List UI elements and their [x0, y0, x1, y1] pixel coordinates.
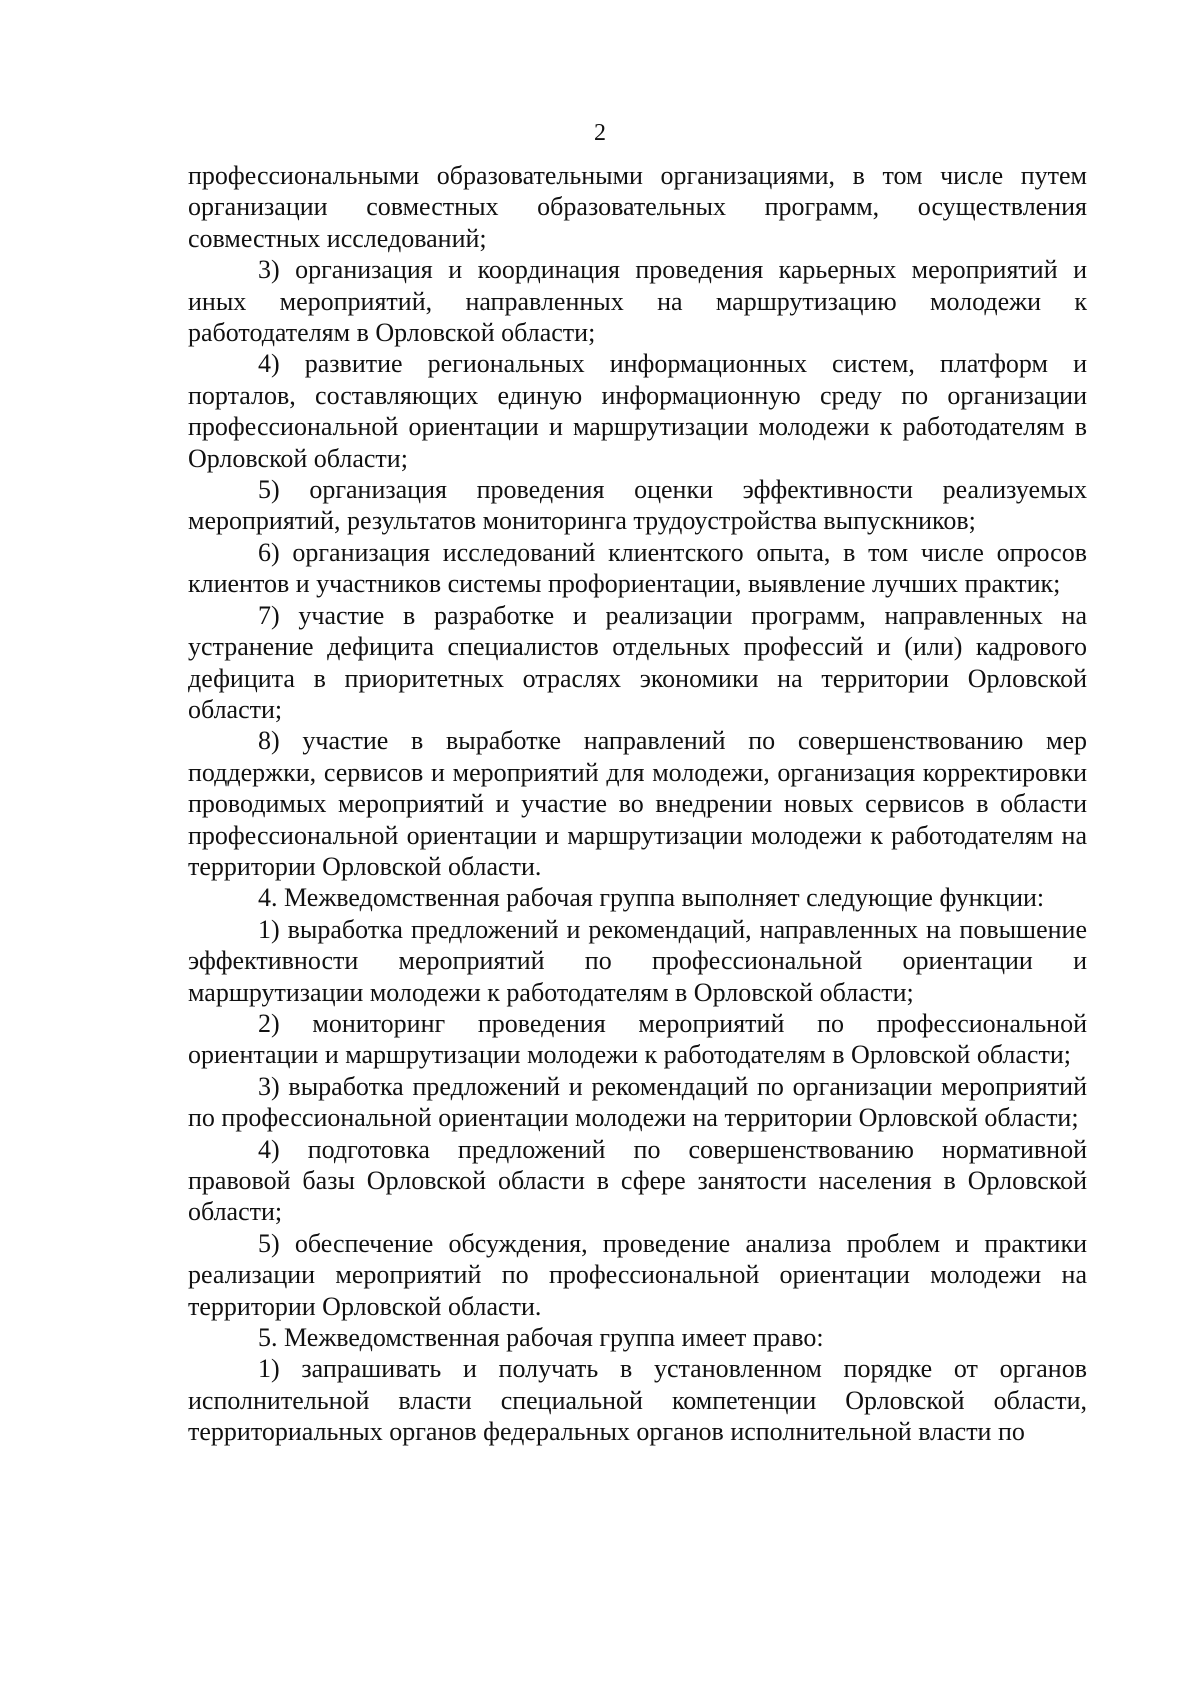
paragraph-function-1: 1) выработка предложений и рекомендаций, направленных на повышение эффективности мероприятий по профессиональной ориентации и маршрутизации молодежи к работодателям в Орловской области;	[188, 914, 1087, 1007]
page-number: 2	[594, 120, 606, 146]
paragraph-function-5: 5) обеспечение обсуждения, проведение анализа проблем и практики реализации мероприятий по профессиональной ориентации молодежи на территории Орловской области.	[188, 1228, 1087, 1321]
paragraph-function-2: 2) мониторинг проведения мероприятий по профессиональной ориентации и маршрутизации молодежи к работодателям в Орловской области;	[188, 1008, 1087, 1070]
paragraph-item-3-career-events: 3) организация и координация проведения карьерных мероприятий и иных мероприятий, направленных на маршрутизацию молодежи к работодателям в Орловской области;	[188, 255, 1087, 348]
section-5-rights-heading: 5. Межведомственная рабочая группа имеет право:	[258, 1323, 824, 1353]
paragraph-right-1: 1) запрашивать и получать в установленном порядке от органов исполнительной власти специальной компетенции Орловской области, территориальных органов федеральных органов исполнительной власти по	[188, 1354, 1087, 1447]
section-4-functions-heading: 4. Межведомственная рабочая группа выполняет следующие функции:	[258, 883, 1045, 913]
paragraph-item-4-information-systems: 4) развитие региональных информационных систем, платформ и порталов, составляющих единую информационную среду по организации профессиональной ориентации и маршрутизации молодежи к работодателям в Орловской области;	[188, 349, 1087, 473]
paragraph-item-6-client-research: 6) организация исследований клиентского опыта, в том числе опросов клиентов и участников системы профориентации, выявление лучших практик;	[188, 537, 1087, 599]
document-body	[188, 160, 1087, 1448]
paragraph-item-8-support-measures: 8) участие в выработке направлений по совершенствованию мер поддержки, сервисов и мероприятий для молодежи, организация корректировки проводимых мероприятий и участие во внедрении новых сервисов в области профессиональной ориентации и маршрутизации молодежи к работодателям на территории Орловской области.	[188, 726, 1087, 881]
paragraph-function-4: 4) подготовка предложений по совершенствованию нормативной правовой базы Орловской области в сфере занятости населения в Орловской области;	[188, 1134, 1087, 1227]
paragraph-item-5-efficiency-assessment: 5) организация проведения оценки эффективности реализуемых мероприятий, результатов мониторинга трудоустройства выпускников;	[188, 475, 1087, 536]
paragraph-continuation: профессиональными образовательными организациями, в том числе путем организации совместных образовательных программ, осуществления совместных исследований;	[188, 161, 1087, 253]
paragraph-item-7-programs: 7) участие в разработке и реализации программ, направленных на устранение дефицита специалистов отдельных профессий и (или) кадрового дефицита в приоритетных отраслях экономики на территории Орловской области;	[188, 600, 1087, 724]
paragraph-function-3: 3) выработка предложений и рекомендаций по организации мероприятий по профессиональной ориентации молодежи на территории Орловской области;	[188, 1071, 1087, 1133]
